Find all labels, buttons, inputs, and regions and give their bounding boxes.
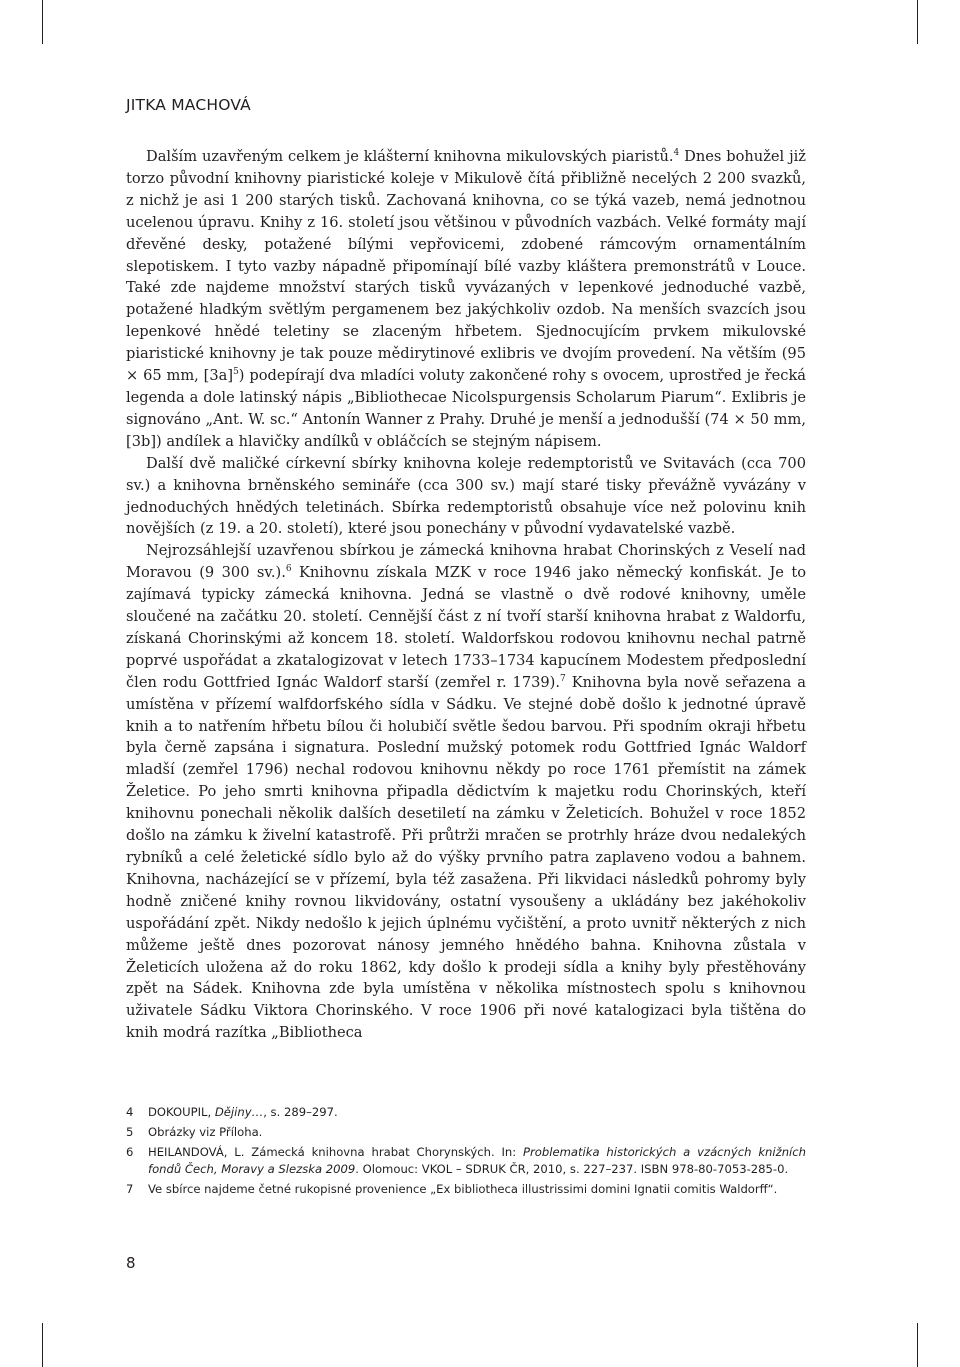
footnote bbox=[126, 1104, 806, 1120]
paragraph: Dalším uzavřeným celkem je klášterní knihovna mikulovských piaristů.$^4$ Dnes bohužel již torzo původní knihovny piaristické koleje v Mikulově čítá přibližně necelých 2 200 svazků, z nichž je asi 1 200 starých tisků. Zachovaná knihovna, co se týká vazeb, nemá jednotnou ucelenou úpravu. Knihy z 16. století jsou většinou v původních vazbách. Velké formáty mají dřevěné desky, potažené bílými vepřovicemi, zdobené rámcovým ornamentálním slepotiskem. I tyto vazby nápadně připomínají bílé vazby kláštera premonstrátů v Louce. Také zde najdeme množství starých tisků vyvázaných v lepenkové jednoduché vazbě, potažené hladkým světlým pergamenem bez jakýchkoliv ozdob. Na menších svazcích jsou lepenkové hnědé teletiny se zlaceným hřbetem. Sjednocujícím prvkem mikulovské piaristické knihovny je tak pouze mědirytinové exlibris ve dvojím provedení. Na větším (95 × 65 mm, $[3a]^5$) podepírají dva mladíci voluty zakončené rohy s ovocem, uprostřed je řecká legenda a dole latinský nápis „Bibliothecae Nicolspurgensis Scholarum Piarum“. Exlibris je signováno „Ant. W. sc.“ Antonín Wanner z Prahy. Druhé je menší a jednodušší (74 × 50 mm, [3b]) andílek a hlavičky andílků v obláčcích se stejným nápisem. bbox=[126, 148, 807, 450]
footnote bbox=[126, 1124, 806, 1140]
footnote-number: 5 bbox=[126, 1125, 134, 1140]
footnote-reference: 7 bbox=[560, 673, 566, 684]
italic-title: Dějiny… bbox=[214, 1105, 264, 1119]
footnote-number: 6 bbox=[126, 1145, 134, 1160]
running-head-author: JITKA MACHOVÁ bbox=[126, 96, 251, 114]
footnotes bbox=[126, 1104, 806, 1201]
footnote-text: Obrázky viz Příloha. bbox=[148, 1125, 263, 1140]
page-number: 8 bbox=[126, 1254, 136, 1272]
footnote-reference: 4 bbox=[673, 148, 680, 158]
footnote-reference: 5 bbox=[233, 367, 239, 378]
crop-mark-top-left bbox=[42, 0, 43, 44]
footnote-text: DOKOUPIL, Dějiny…, s. 289–297. bbox=[148, 1105, 338, 1119]
body-text bbox=[126, 146, 806, 1044]
footnote-text: HEILANDOVÁ, L. Zámecká knihovna hrabat Chorynských. In: Problematika historických a vzácných knižních fondů Čech, Moravy a Slezska 2009. Olomouc: VKOL – SDRUK ČR, 2010, s. 227–237. ISBN 978-80-7053-285-0. bbox=[148, 1145, 806, 1176]
footnote-reference: 6 bbox=[285, 564, 292, 575]
footnote-text: Ve sbírce najdeme četné rukopisné provenience „Ex bibliotheca illustrissimi domini Ignatii comitis Waldorff“. bbox=[148, 1181, 778, 1196]
crop-mark-bottom-right bbox=[917, 1323, 918, 1367]
italic-title: Problematika historických a vzácných knižních fondů Čech, Moravy a Slezska 2009 bbox=[148, 1145, 806, 1176]
footnote-number: 4 bbox=[126, 1105, 134, 1119]
crop-mark-bottom-left bbox=[42, 1323, 43, 1367]
crop-mark-top-right bbox=[917, 0, 918, 44]
paragraph: Nejrozsáhlejší uzavřenou sbírkou je zámecká knihovna hrabat Chorinských z Veselí nad Moravou (9 300 sv.).$^6$ Knihovnu získala MZK v roce 1946 jako německý konfiskát. Je to zajímavá typicky zámecká knihovna. Jedná se vlastně o dvě rodové knihovny, uměle sloučené na začátku 20. století. Cennější část z ní tvoří starší knihovna hrabat z Waldorfu, získaná Chorinskými až koncem 18. století. Waldorfskou rodovou knihovnu nechal patrně poprvé uspořádat a zkatalogizovat v letech 1733–1734 kapucínem Modestem předposlední člen rodu Gottfried Ignác Waldorf starší (zemřel r. 1739).$^7$ Knihovna byla nově seřazena a umístěna v přízemí walfdorfského sídla v Sádku. Ve stejné době došlo k jednotné úpravě knih a to natřením hřbetu bílou či holubičí světle šedou barvou. Při spodním okraji hřbetu byla černě zapsána i signatura. Poslední mužský potomek rodu Gottfried Ignác Waldorf mladší (zemřel 1796) nechal rodovou knihovnu někdy po roce 1761 přemístit na zámek Želetice. Po jeho smrti knihovna připadla dědictvím k majetku rodu Chorinských, kteří knihovnu ponechali několik dalších desetiletí na zámku v Želeticích. Bohužel v roce 1852 došlo na zámku k živelní katastrofě. Při průtrži mračen se protrhly hráze dvou nedalekých rybníků a celé želetické sídlo bylo až do výšky prvního patra zaplaveno vodou a bahnem. Knihovna, nacházející se v přízemí, byla též zasažena. Při likvidaci následků pohromy byly hodně zničené knihy rovnou likvidovány, ostatní vysoušeny a ukládány bez jakéhokoliv uspořádání zpět. Nikdy nedošlo k jejich úplnému vyčištění, a proto uvnitř některých z nich můžeme ještě dnes pozorovat nánosy jemného hnědého bahna. Knihovna zůstala v Želeticích uložena až do roku 1862, kdy došlo k prodeji sídla a knihy byly přestěhovány zpět na Sádek. Knihovna zde byla umístěna v několika místnostech spolu s knihovnou uživatele Sádku Viktora Chorinského. V roce 1906 při nové katalogizaci byla tištěna do knih modrá razítka „Bibliotheca bbox=[126, 542, 806, 1042]
footnote bbox=[126, 1144, 806, 1176]
footnote bbox=[126, 1181, 806, 1197]
footnote-number: 7 bbox=[126, 1181, 134, 1196]
paragraph: Další dvě maličké církevní sbírky knihovna koleje redemptoristů ve Svitavách (cca 700 sv.) a knihovna brněnského semináře (cca 300 sv.) mají staré tisky převážně vyvázány v jednoduchých hnědých teletinách. Sbírka redemptoristů obsahuje více než polovinu knih novějších (z 19. a 20. století), které jsou ponechány v původní vydavatelské vazbě. bbox=[126, 454, 806, 538]
